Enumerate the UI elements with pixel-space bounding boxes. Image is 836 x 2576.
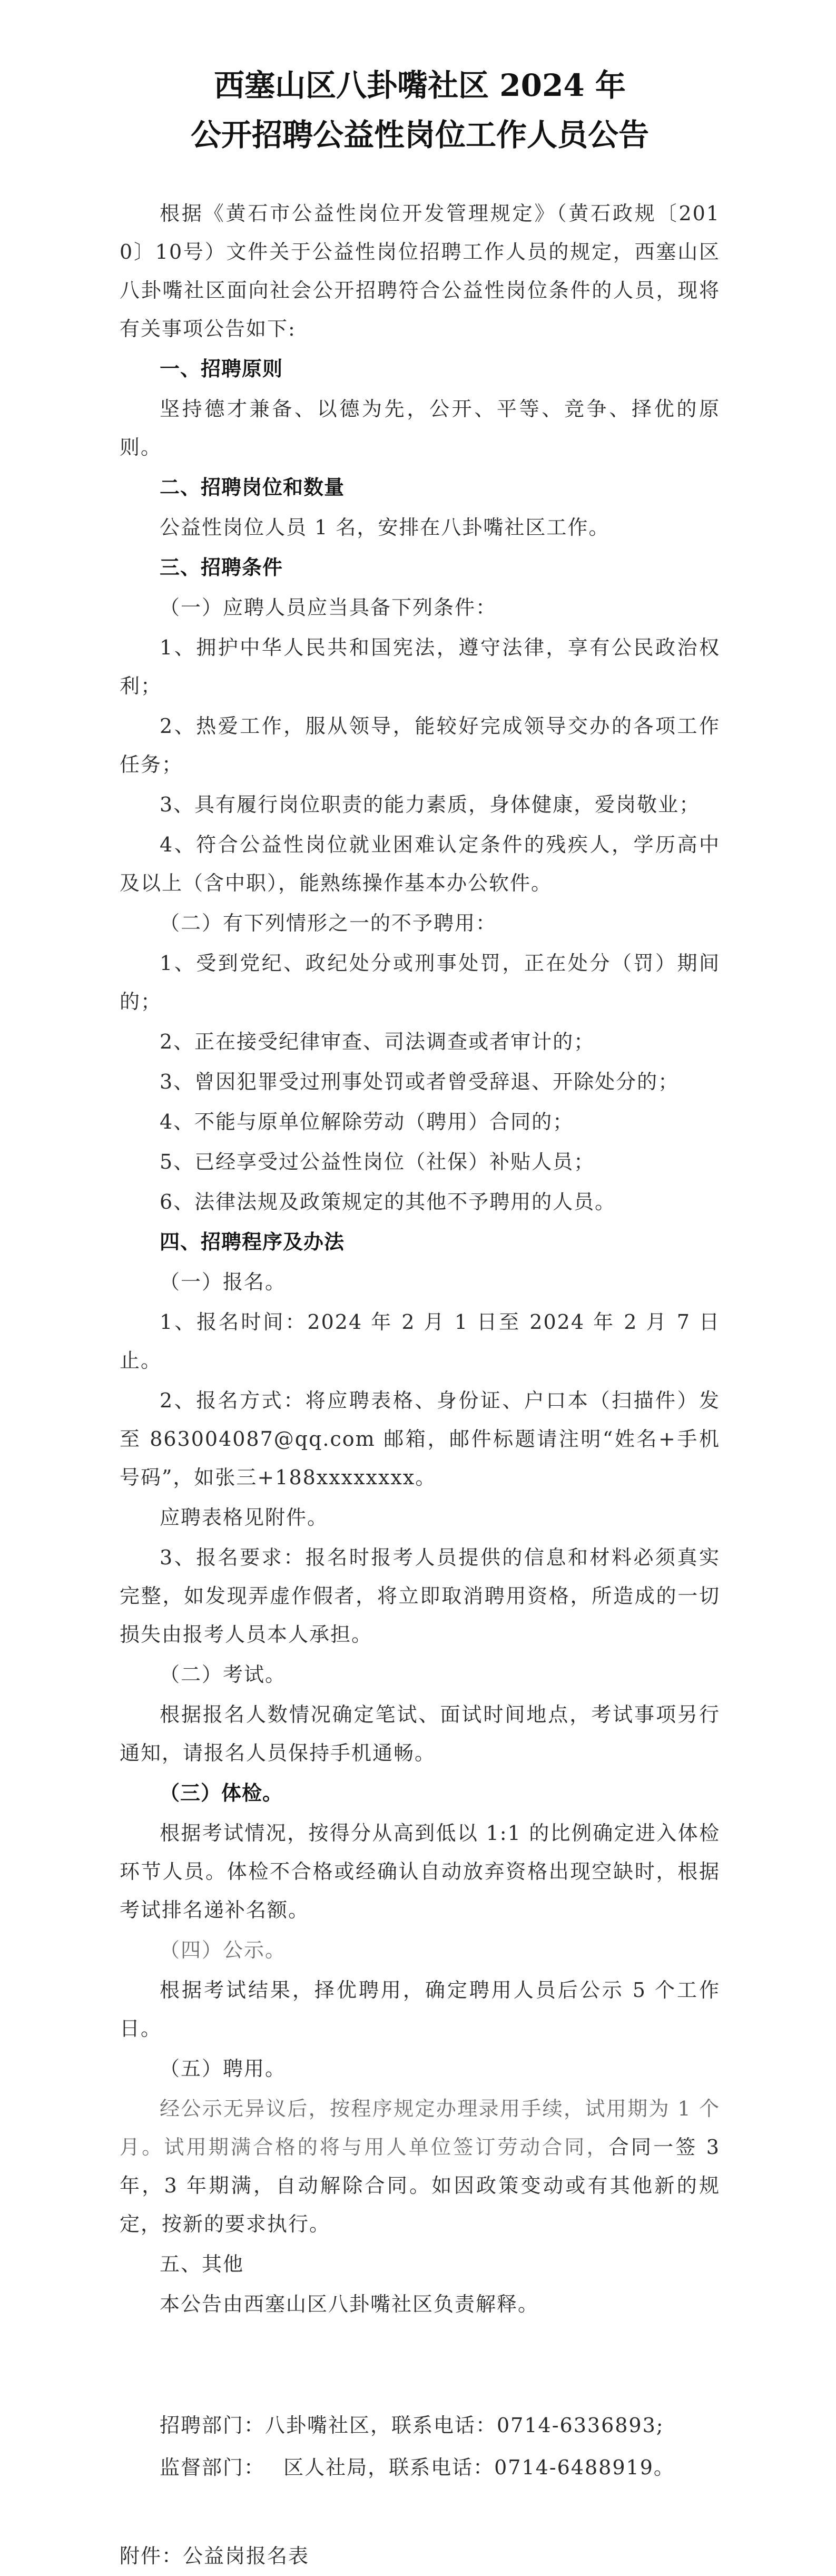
section-1-heading: 一、招聘原则 xyxy=(160,357,283,380)
page-title xyxy=(120,61,720,160)
exclusion-item: 5、已经享受过公益性岗位（社保）补贴人员； xyxy=(160,1150,595,1173)
section-4-heading: 四、招聘程序及办法 xyxy=(160,1230,345,1253)
requirement-item: 1、拥护中华人民共和国宪法，遵守法律，享有公民政治权利； xyxy=(120,636,720,698)
registration-heading: （一）报名。 xyxy=(160,1270,287,1294)
supervise-contact: 监督部门： 区人社局，联系电话：0714-6488919。 xyxy=(160,2456,675,2479)
medical-text: 根据考试情况，按得分从高到低以 1:1 的比例确定进入体检环节人员。体检不合格或经确认自动放弃资格出现空缺时，根据考试排名递补名额。 xyxy=(120,1821,720,1922)
section-3-sub-1: （一）应聘人员应当具备下列条件： xyxy=(160,596,497,619)
attachment-note: 附件：公益岗报名表 xyxy=(120,2544,310,2568)
hire-text-dark: 合同一签 3 年，3 年期满，自动解除合同。如因政策变动或有其他新的规定，按新的要求执行。 xyxy=(120,2136,720,2236)
registration-requirement: 3、报名要求：报名时报考人员提供的信息和材料必须真实完整，如发现弄虚作假者，将立即取消聘用资格，所造成的一切损失由报考人员本人承担。 xyxy=(120,1546,720,1646)
requirement-item: 3、具有履行岗位职责的能力素质，身体健康，爱岗敬业； xyxy=(160,793,701,816)
hire-text xyxy=(120,2090,720,2244)
intro-paragraph: 根据《黄石市公益性岗位开发管理规定》（黄石政规〔2010〕10号）文件关于公益性岗位招聘工作人员的规定，西塞山区八卦嘴社区面向社会公开招聘符合公益性岗位条件的人员，现将有关事项公告如下: xyxy=(120,202,720,340)
hire-heading: （五）聘用。 xyxy=(160,2057,287,2080)
publicity-text: 根据考试结果，择优聘用，确定聘用人员后公示 5 个工作日。 xyxy=(120,1978,720,2040)
section-3-heading: 三、招聘条件 xyxy=(160,556,283,579)
section-5-heading: 五、其他 xyxy=(160,2252,244,2276)
exam-text: 根据报名人数情况确定笔试、面试时间地点，考试事项另行通知，请报名人员保持手机通畅。 xyxy=(120,1703,720,1765)
title-line-2: 公开招聘公益性岗位工作人员公告 xyxy=(190,117,649,153)
title-line-1: 西塞山区八卦嘴社区 2024 年 xyxy=(214,67,626,103)
exclusion-item: 3、曾因犯罪受过刑事处罚或者曾受辞退、开除处分的； xyxy=(160,1070,680,1093)
requirement-item: 2、热爱工作，服从领导，能较好完成领导交办的各项工作任务； xyxy=(120,714,720,776)
exam-heading: （二）考试。 xyxy=(160,1663,287,1686)
section-1-text: 坚持德才兼备、以德为先，公开、平等、竞争、择优的原则。 xyxy=(120,397,720,459)
medical-heading: （三）体检。 xyxy=(160,1781,283,1805)
registration-time: 1、报名时间：2024 年 2 月 1 日至 2024 年 2 月 7 日止。 xyxy=(120,1310,720,1372)
exclusion-item: 6、法律法规及政策规定的其他不予聘用的人员。 xyxy=(160,1190,616,1213)
form-note: 应聘表格见附件。 xyxy=(160,1506,329,1529)
registration-method: 2、报名方式：将应聘表格、身份证、户口本（扫描件）发至 863004087@qq.com 邮箱，邮件标题请注明“姓名+手机号码”，如张三+188xxxxxxxx。 xyxy=(120,1389,720,1489)
exclusion-item: 1、受到党纪、政纪处分或刑事处罚，正在处分（罚）期间的； xyxy=(120,952,720,1013)
exclusion-item: 2、正在接受纪律审查、司法调查或者审计的； xyxy=(160,1030,595,1053)
spacer xyxy=(120,2489,720,2536)
section-2-heading: 二、招聘岗位和数量 xyxy=(160,476,345,499)
recruit-contact: 招聘部门：八卦嘴社区，联系电话：0714-6336893; xyxy=(160,2414,664,2437)
section-3-sub-2: （二）有下列情形之一的不予聘用： xyxy=(160,912,497,935)
requirement-item: 4、符合公益性岗位就业困难认定条件的残疾人，学历高中及以上（含中职），能熟练操作基本办公软件。 xyxy=(120,833,720,895)
section-2-text: 公益性岗位人员 1 名，安排在八卦嘴社区工作。 xyxy=(160,516,610,539)
spacer xyxy=(120,2325,720,2404)
publicity-heading: （四）公示。 xyxy=(160,1938,287,1962)
hire-text-gray: 经公示无异议后，按程序规定办理录用手续，试用期为 1 个月。试用期满合格的将与用人单位签订劳动合同， xyxy=(120,2097,720,2159)
exclusion-item: 4、不能与原单位解除劳动（聘用）合同的； xyxy=(160,1110,574,1133)
section-5-text: 本公告由西塞山区八卦嘴社区负责解释。 xyxy=(160,2293,539,2316)
